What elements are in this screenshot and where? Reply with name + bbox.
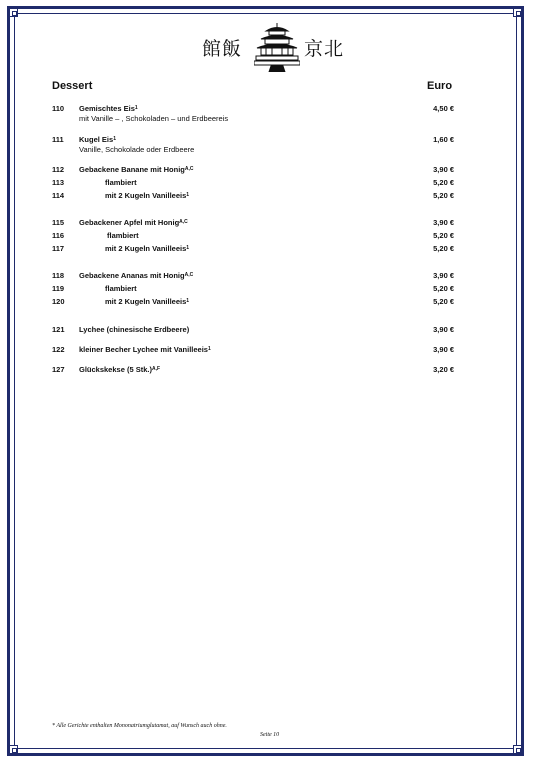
item-name: Gebackener Apfel mit Honig$^{A,C}$ (79, 218, 188, 227)
corner-ornament (9, 8, 18, 17)
item-number: 115 (52, 218, 65, 227)
item-price: 5,20 € (433, 178, 454, 187)
item-name: flambiert (107, 231, 139, 240)
item-price: 3,90 € (433, 345, 454, 354)
item-name: Lychee (chinesische Erdbeere) (79, 325, 190, 334)
item-name: flambiert (105, 178, 137, 187)
item-name: mit 2 Kugeln Vanilleeis$^1$ (105, 297, 190, 306)
item-number: 110 (52, 104, 65, 113)
item-price: 5,20 € (433, 231, 454, 240)
item-price: 4,50 € (433, 104, 454, 113)
item-name: Gebackene Banane mit Honig$^{A,C}$ (79, 165, 194, 174)
item-price: 1,60 € (433, 135, 454, 144)
allergen-note: 1 (186, 245, 190, 251)
corner-ornament (513, 745, 522, 754)
logo-characters-left: 館飯 (202, 38, 243, 60)
allergen-note: A,C (184, 166, 194, 172)
item-name: kleiner Becher Lychee mit Vanilleeis$^1$ (79, 345, 211, 354)
item-number: 111 (52, 135, 64, 144)
item-description: mit Vanille – , Schokoladen – und Erdbeereis (79, 114, 229, 123)
page-number: Seite 10 (260, 732, 280, 738)
item-number: 120 (52, 297, 65, 306)
allergen-note: 1 (134, 105, 138, 111)
item-number: 119 (52, 284, 65, 293)
item-price: 3,90 € (433, 325, 454, 334)
section-title: Dessert (52, 80, 93, 92)
item-number: 118 (52, 271, 65, 280)
allergen-note: 1 (207, 346, 211, 352)
corner-ornament (9, 745, 18, 754)
item-number: 117 (52, 244, 65, 253)
allergen-note: A,F (151, 366, 161, 372)
item-price: 3,90 € (433, 218, 454, 227)
corner-ornament (513, 8, 522, 17)
item-number: 127 (52, 365, 65, 374)
item-name: Gemischtes Eis$^1$ (79, 104, 138, 113)
item-description: Vanille, Schokolade oder Erdbeere (79, 145, 195, 154)
item-price: 5,20 € (433, 244, 454, 253)
item-name: flambiert (105, 284, 137, 293)
item-number: 122 (52, 345, 65, 354)
footnote: * Alle Gerichte enthalten Mononatriumglutamat, auf Wunsch auch ohne. (52, 723, 227, 729)
item-name: Gebackene Ananas mit Honig$^{A,C}$ (79, 271, 194, 280)
item-number: 121 (52, 325, 65, 334)
restaurant-logo (200, 22, 345, 72)
item-number: 112 (52, 165, 65, 174)
item-price: 5,20 € (433, 297, 454, 306)
allergen-note: A,C (179, 219, 188, 225)
allergen-note: A,C (184, 272, 194, 278)
menu-header (52, 80, 452, 92)
currency-label: Euro (427, 80, 453, 92)
item-number: 113 (52, 178, 65, 187)
temple-icon (254, 22, 300, 72)
allergen-note: 1 (113, 136, 116, 142)
item-number: 116 (52, 231, 65, 240)
allergen-note: 1 (186, 192, 190, 198)
item-price: 5,20 € (433, 191, 454, 200)
item-price: 5,20 € (433, 284, 454, 293)
item-price: 3,90 € (433, 271, 454, 280)
item-name: Kugel Eis$^1$ (79, 135, 116, 144)
item-name: mit 2 Kugeln Vanilleeis$^1$ (105, 244, 190, 253)
allergen-note: 1 (186, 298, 190, 304)
item-number: 114 (52, 191, 65, 200)
item-price: 3,90 € (433, 165, 454, 174)
item-price: 3,20 € (433, 365, 454, 374)
logo-characters-right: 京北 (304, 38, 345, 60)
item-name: Glückskekse (5 Stk.)$^{A,F}$ (79, 365, 161, 374)
item-name: mit 2 Kugeln Vanilleeis$^1$ (105, 191, 190, 200)
